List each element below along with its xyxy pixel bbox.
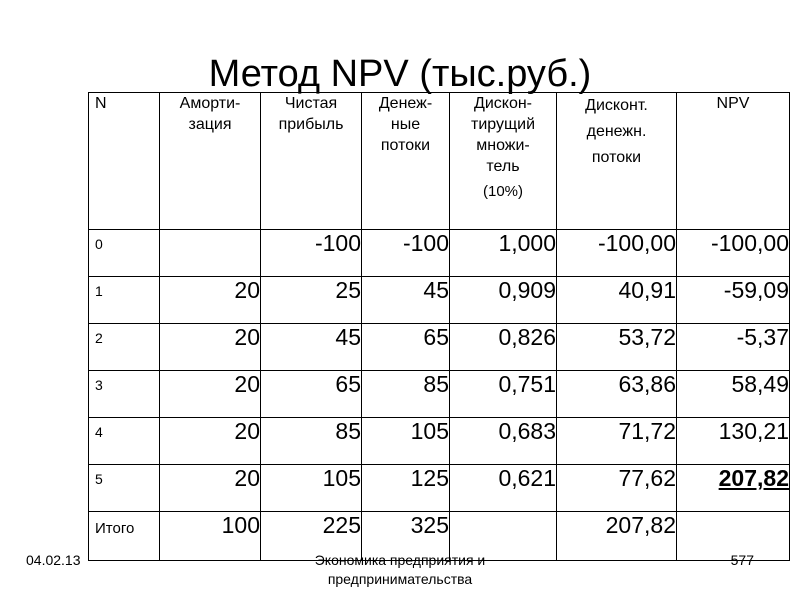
cell-amortization: 100 bbox=[160, 512, 261, 561]
cell-cash-flow: 85 bbox=[362, 371, 450, 418]
footer-page-number: 577 bbox=[730, 552, 754, 568]
table-row bbox=[89, 324, 790, 371]
cell-discounted-flow: -100,00 bbox=[557, 230, 677, 277]
slide-title: Метод NPV (тыс.руб.) bbox=[208, 53, 592, 95]
header-discount-factor: Дискон- тирущий множи- тель (10%) bbox=[450, 93, 557, 230]
cell-discounted-flow: 63,86 bbox=[557, 371, 677, 418]
cell-n: Итого bbox=[89, 512, 160, 561]
cell-net-profit: 25 bbox=[261, 277, 362, 324]
cell-cash-flow: 325 bbox=[362, 512, 450, 561]
cell-discounted-flow: 40,91 bbox=[557, 277, 677, 324]
header-amortization: Аморти- зация bbox=[160, 93, 261, 230]
cell-n: 4 bbox=[89, 418, 160, 465]
footer-subject: Экономика предприятия и предпринимательства bbox=[314, 552, 486, 587]
cell-net-profit: 85 bbox=[261, 418, 362, 465]
cell-npv: 58,49 bbox=[677, 371, 790, 418]
cell-net-profit: -100 bbox=[261, 230, 362, 277]
cell-discount-factor: 0,683 bbox=[450, 418, 557, 465]
cell-amortization: 20 bbox=[160, 418, 261, 465]
cell-discount-factor: 0,826 bbox=[450, 324, 557, 371]
cell-discount-factor: 0,909 bbox=[450, 277, 557, 324]
cell-cash-flow: 45 bbox=[362, 277, 450, 324]
cell-n: 0 bbox=[89, 230, 160, 277]
discount-rate: (10%) bbox=[482, 183, 523, 200]
cell-npv: -100,00 bbox=[677, 230, 790, 277]
cell-net-profit: 45 bbox=[261, 324, 362, 371]
cell-cash-flow: 125 bbox=[362, 465, 450, 512]
cell-npv-final bbox=[677, 465, 790, 512]
cell-npv: 130,21 bbox=[677, 418, 790, 465]
table-row bbox=[89, 371, 790, 418]
cell-npv: -5,37 bbox=[677, 324, 790, 371]
header-n: N bbox=[89, 93, 160, 230]
npv-table bbox=[88, 92, 790, 561]
cell-cash-flow: 65 bbox=[362, 324, 450, 371]
cell-discounted-flow: 53,72 bbox=[557, 324, 677, 371]
cell-net-profit: 65 bbox=[261, 371, 362, 418]
header-npv: NPV bbox=[677, 93, 790, 230]
final-npv-value: 207,82 bbox=[718, 465, 789, 491]
cell-discounted-flow: 71,72 bbox=[557, 418, 677, 465]
cell-n: 3 bbox=[89, 371, 160, 418]
header-discounted-cash-flows: Дисконт. денежн. потоки bbox=[557, 93, 677, 230]
header-cash-flows: Денеж- ные потоки bbox=[362, 93, 450, 230]
cell-n: 5 bbox=[89, 465, 160, 512]
cell-amortization: 20 bbox=[160, 324, 261, 371]
cell-cash-flow: 105 bbox=[362, 418, 450, 465]
cell-npv: -59,09 bbox=[677, 277, 790, 324]
header-row bbox=[89, 93, 790, 230]
cell-discount-factor: 1,000 bbox=[450, 230, 557, 277]
cell-n: 2 bbox=[89, 324, 160, 371]
table-row bbox=[89, 418, 790, 465]
cell-discount-factor: 0,621 bbox=[450, 465, 557, 512]
table-row bbox=[89, 277, 790, 324]
cell-n: 1 bbox=[89, 277, 160, 324]
cell-net-profit: 225 bbox=[261, 512, 362, 561]
cell-discounted-flow: 207,82 bbox=[557, 512, 677, 561]
cell-discounted-flow: 77,62 bbox=[557, 465, 677, 512]
cell-discount-factor: 0,751 bbox=[450, 371, 557, 418]
cell-net-profit: 105 bbox=[261, 465, 362, 512]
cell-amortization bbox=[160, 230, 261, 277]
footer-date: 04.02.13 bbox=[26, 552, 81, 568]
cell-amortization: 20 bbox=[160, 371, 261, 418]
header-net-profit: Чистая прибыль bbox=[261, 93, 362, 230]
table-row bbox=[89, 230, 790, 277]
cell-amortization: 20 bbox=[160, 277, 261, 324]
cell-amortization: 20 bbox=[160, 465, 261, 512]
cell-cash-flow: -100 bbox=[362, 230, 450, 277]
table-row bbox=[89, 465, 790, 512]
